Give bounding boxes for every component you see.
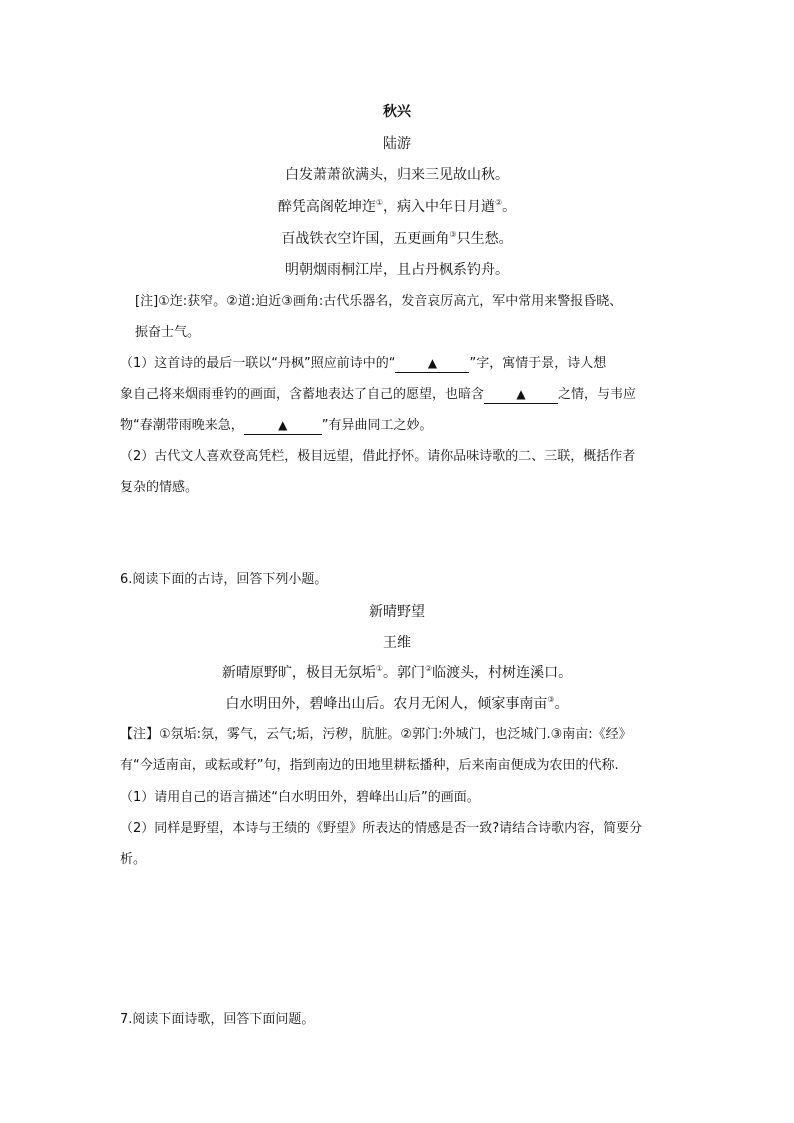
poem-note: [注]①迮:获窄。②道:迫近③画角:古代乐器名，发音哀厉高亢，军中常用来警报昏晓、: [135, 294, 623, 309]
question-text-part: 物“春潮带雨晚来急，: [120, 418, 244, 433]
poem-line-text: 只生愁。: [456, 231, 513, 247]
triangle-icon: ▲: [516, 387, 526, 401]
triangle-icon: ▲: [427, 356, 438, 370]
poem-line: [0, 198, 794, 216]
question-text-part: ”字，寓情于景，诗人想: [469, 356, 607, 371]
poem-line-text: 。郭门: [383, 665, 425, 681]
poem-note: 有“今适南亩，或耘或耔”句，指到南边的田地里耕耘播种，后来南亩便成为农田的代称.: [120, 758, 619, 773]
poem-note: 振奋士气。: [135, 325, 201, 340]
poem-line: 明朝烟雨桐江岸，且占丹枫系钓舟。: [285, 262, 509, 278]
answer-blank: [484, 386, 558, 404]
poem-title: 秋兴: [383, 104, 411, 120]
footnote-marker: ②: [425, 664, 433, 673]
poem-line: [0, 695, 794, 713]
question-text: [120, 386, 636, 404]
poem-line-text: 新晴原野旷，极目无氛垢: [221, 665, 376, 681]
footnote-marker: ②: [495, 198, 503, 207]
footnote-marker: ③: [547, 695, 555, 704]
answer-blank: [395, 355, 469, 373]
question-text: [120, 355, 606, 373]
poem-line: 白发萧萧欲满头，归来三见故山秋。: [285, 167, 509, 183]
poem-line-text: 。: [554, 696, 569, 712]
poem-note: 【注】①氛垢:氛，雾气，云气;垢，污秽，肮脏。②郭门:外城门，也泛城门.③南亩:《经》: [120, 727, 632, 742]
poem-author: 王维: [383, 635, 411, 651]
poem-title: 新晴野望: [369, 604, 425, 620]
poem-line: [0, 230, 794, 248]
question-text: [120, 417, 433, 435]
footnote-marker: ①: [375, 664, 383, 673]
question-text-part: 象自己将来烟雨垂钓的画面，含蓄地表达了自己的愿望，也暗含: [120, 387, 485, 402]
question-text-part: ”有异曲同工之妙。: [321, 418, 433, 433]
question-text: （2）同样是野望，本诗与王绩的《野望》所表达的情感是否一致?请结合诗歌内容，简要分: [120, 821, 643, 836]
triangle-icon: ▲: [278, 418, 288, 432]
question-text-part: （1）这首诗的最后一联以“丹枫”照应前诗中的“: [120, 356, 396, 371]
poem-line-text: 醉凭高阁乾坤迮: [277, 199, 376, 215]
question-text: 析。: [120, 852, 147, 867]
poem-line: [0, 664, 794, 682]
question-text-part: 之情，与韦应: [558, 387, 637, 402]
poem-line-text: 百战铁衣空许国，五更画角: [281, 231, 450, 247]
poem-line-text: 。: [502, 199, 517, 215]
poem-line-text: ，病入中年日月遒: [383, 199, 495, 215]
footnote-marker: ③: [449, 230, 457, 239]
question-heading: 7.阅读下面诗歌，回答下面问题。: [120, 1012, 315, 1027]
poem-line-text: 临渡头，村树连溪口。: [432, 665, 573, 681]
answer-blank: [244, 417, 322, 435]
question-text: （2）古代文人喜欢登高凭栏，极目远望，借此抒怀。请你品味诗歌的二、三联，概括作者: [120, 449, 636, 464]
question-heading: 6.阅读下面的古诗，回答下列小题。: [120, 572, 328, 587]
poem-author: 陆游: [383, 136, 411, 152]
footnote-marker: ①: [375, 198, 383, 207]
poem-line-text: 白水明田外，碧峰出山后。农月无闲人，倾家事南亩: [225, 696, 548, 712]
question-text: （1）请用自己的语言描述“白水明田外，碧峰出山后”的画面。: [120, 790, 480, 805]
question-text: 复杂的情感。: [120, 480, 199, 495]
